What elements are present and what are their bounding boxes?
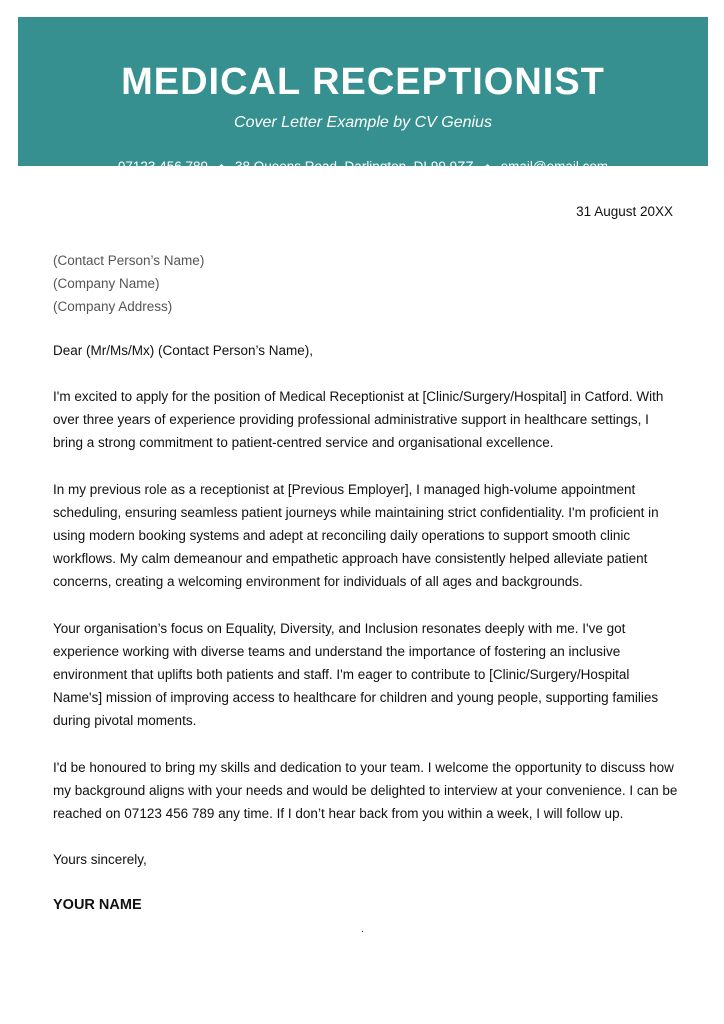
recipient-block — [53, 249, 204, 318]
contact-email: email@email.com — [500, 159, 609, 174]
signature-name: YOUR NAME — [53, 897, 142, 913]
page-subtitle: Cover Letter Example by CV Genius — [234, 114, 492, 131]
header-banner — [18, 17, 708, 174]
letter-date: 31 August 20XX — [576, 204, 673, 219]
page-title: MEDICAL RECEPTIONIST — [121, 61, 605, 103]
body-paragraph: Your organisation’s focus on Equality, Diversity, and Inclusion resonates deeply with me. I've got experience working with diverse teams and understand the importance of fostering an inclusive environment that uplifts both patients and staff. I'm eager to contribute to [Clinic/Surgery/Hospital Name's] mission of improving access to healthcare for children and young people, supporting families during pivotal moments. — [53, 621, 659, 728]
diamond-separator-icon — [484, 163, 491, 170]
contact-phone: 07123 456 789 — [117, 159, 208, 174]
recipient-contact-name: (Contact Person’s Name) — [53, 253, 205, 268]
recipient-company-address: (Company Address) — [53, 299, 173, 314]
contact-address: 38 Queens Road, Darlington, DL99 9ZZ — [234, 159, 474, 174]
recipient-company-name: (Company Name) — [53, 276, 160, 291]
body-paragraph: I'm excited to apply for the position of Medical Receptionist at [Clinic/Surgery/Hospital] in Catford. With over three years of experience providing professional administrative support in healthcare settings, I bring a strong commitment to patient-centred service and organisational excellence. — [53, 389, 664, 450]
footer-mark: . — [361, 924, 364, 935]
body-paragraph: I'd be honoured to bring my skills and dedication to your team. I welcome the opportunity to discuss how my background aligns with your needs and would be delighted to interview at your convenience. I can be reached on 07123 456 789 any time. If I don’t hear back from you within a week, I will follow up. — [53, 760, 678, 821]
salutation: Dear (Mr/Ms/Mx) (Contact Person’s Name), — [53, 343, 314, 358]
closing: Yours sincerely, — [53, 852, 147, 867]
diamond-separator-icon — [218, 163, 225, 170]
contact-line — [18, 158, 708, 176]
body-paragraph: In my previous role as a receptionist at [Previous Employer], I managed high-volume appointment scheduling, ensuring seamless patient journeys while maintaining strict confidentiality. I'm proficient in using modern booking systems and adept at reconciling daily operations to support smooth clinic workflows. My calm demeanour and empathetic approach have consistently helped alleviate patient concerns, creating a welcoming environment for individuals of all ages and backgrounds. — [53, 482, 659, 589]
